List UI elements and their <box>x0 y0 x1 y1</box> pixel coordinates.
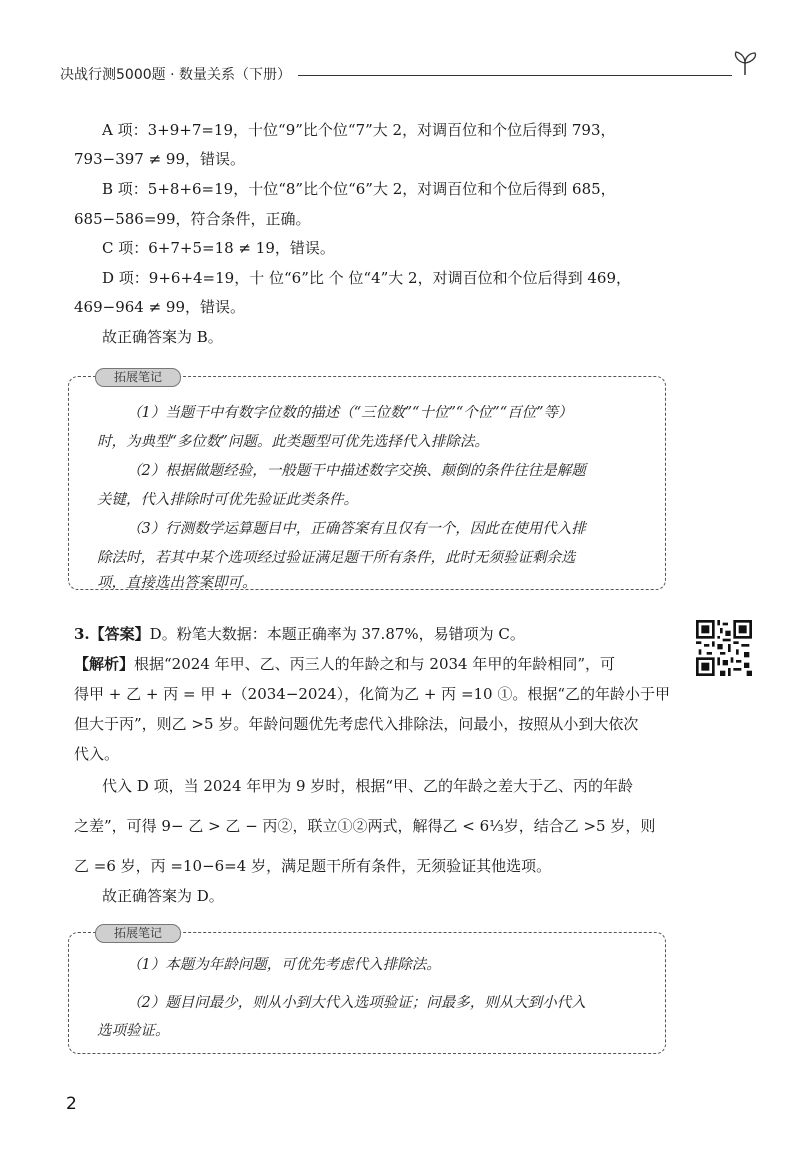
sprout-icon <box>730 50 760 76</box>
q3-analysis-line1 <box>74 654 674 674</box>
note2-line: （2）题目问最少，则从小到大代入选项验证；问最多，则从大到小代入 <box>127 995 586 1011</box>
page-number: 2 <box>66 1094 77 1114</box>
option-c-line: C 项：6+7+5=18 ≠ 19，错误。 <box>102 239 335 257</box>
q3-sub-line2: 之差”，可得 9− 乙 > 乙 − 丙②，联立①②两式，解得乙 < 6⅓岁，结合乙 >5 岁，则 <box>74 817 656 835</box>
note1-line: （2）根据做题经验，一般题干中描述数字交换、颠倒的条件往往是解题 <box>127 463 586 479</box>
note-tag: 拓展笔记 <box>95 368 181 387</box>
q3-analysis-line4: 代入。 <box>74 745 120 763</box>
q3-answer-line <box>74 624 674 644</box>
q3-sub-line3: 乙 =6 岁，丙 =10−6=4 岁，满足题干所有条件，无须验证其他选项。 <box>74 857 552 875</box>
analysis-text: 根据“2024 年甲、乙、丙三人的年龄之和与 2034 年甲的年龄相同”，可 <box>134 655 616 673</box>
answer-label: 3.【答案】 <box>74 625 150 643</box>
qr-code <box>696 620 752 676</box>
running-header <box>60 60 760 90</box>
answer-text: D。粉笔大数据：本题正确率为 37.87%，易错项为 C。 <box>149 625 525 643</box>
note1-line: （3）行测数学运算题目中，正确答案有且仅有一个，因此在使用代入排 <box>127 521 586 537</box>
analysis-label: 【解析】 <box>74 655 135 673</box>
note1-line: （1）当题干中有数字位数的描述（“三位数”“十位”“个位”“百位”等） <box>127 405 573 421</box>
conclusion-q2: 故正确答案为 B。 <box>102 328 223 346</box>
option-d-line1: D 项：9+6+4=19，十 位“6”比 个 位“4”大 2，对调百位和个位后得到 469， <box>102 269 631 287</box>
note-box-1 <box>68 370 666 591</box>
q3-analysis-line2: 得甲 + 乙 + 丙 = 甲 +（2034−2024），化简为乙 + 丙 =10 ①。根据“乙的年龄小于甲 <box>74 685 671 703</box>
note1-line: 关键，代入排除时可优先验证此类条件。 <box>97 492 358 508</box>
note1-line: 项，直接选出答案即可。 <box>97 575 257 591</box>
q3-sub-line1: 代入 D 项，当 2024 年甲为 9 岁时，根据“甲、乙的年龄之差大于乙、丙的年龄 <box>102 777 634 795</box>
option-b-line2: 685−586=99，符合条件，正确。 <box>74 210 311 228</box>
option-a-line1: A 项：3+9+7=19，十位“9”比个位“7”大 2，对调百位和个位后得到 793， <box>102 121 616 139</box>
q3-analysis-line3: 但大于丙”，则乙 >5 岁。年龄问题优先考虑代入排除法，问最小，按照从小到大依次 <box>74 715 639 733</box>
note1-line: 时，为典型“多位数”问题。此类题型可优先选择代入排除法。 <box>97 434 489 450</box>
note-box-2 <box>68 926 666 1054</box>
note-tag: 拓展笔记 <box>95 924 181 943</box>
book-title: 决战行测5000题 · 数量关系（下册） <box>60 67 291 83</box>
note2-line: （1）本题为年龄问题，可优先考虑代入排除法。 <box>127 957 441 973</box>
option-a-line2: 793−397 ≠ 99，错误。 <box>74 150 246 168</box>
conclusion-q3: 故正确答案为 D。 <box>102 887 224 905</box>
header-rule <box>298 75 732 76</box>
note2-line: 选项验证。 <box>97 1023 170 1039</box>
note1-line: 除法时，若其中某个选项经过验证满足题干所有条件，此时无须验证剩余选 <box>97 550 576 566</box>
option-d-line2: 469−964 ≠ 99，错误。 <box>74 298 246 316</box>
option-b-line1: B 项：5+8+6=19，十位“8”比个位“6”大 2，对调百位和个位后得到 685， <box>102 180 616 198</box>
